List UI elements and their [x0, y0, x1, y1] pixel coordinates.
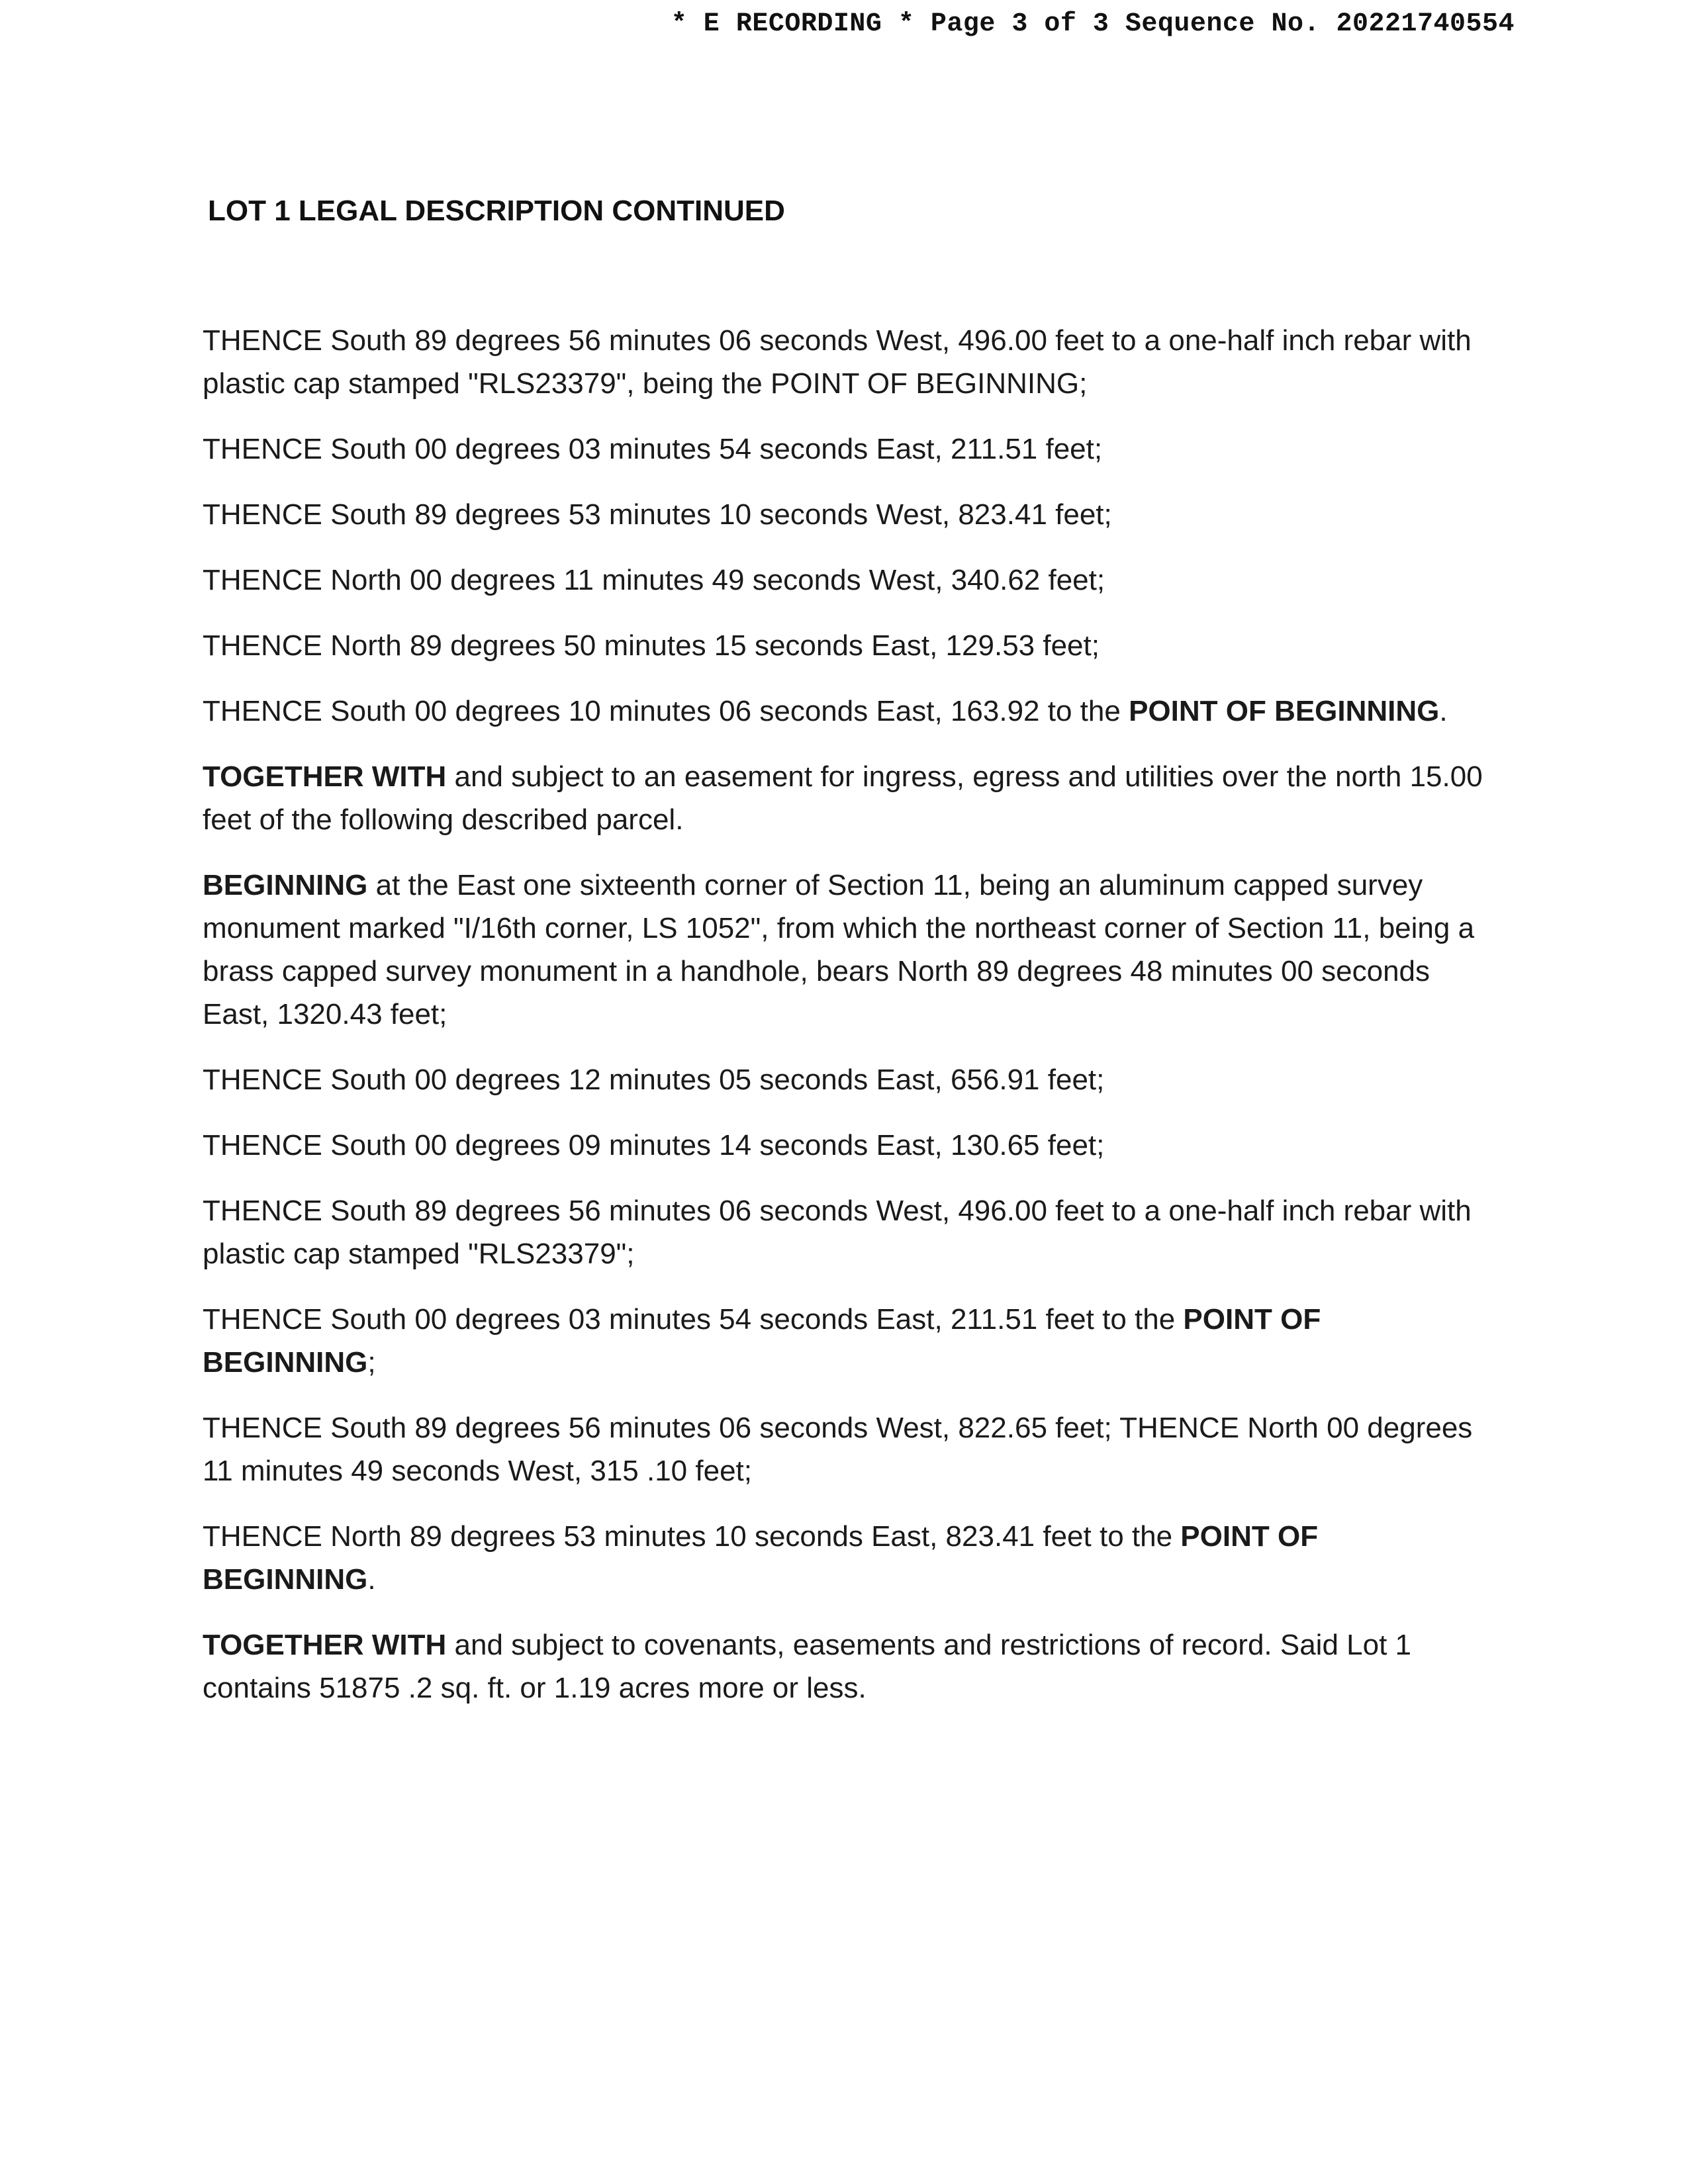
- text-segment: and subject to an easement for ingress, egress and utilities over the north 15.00 feet of the following described parcel.: [203, 760, 1483, 836]
- bold-text-segment: TOGETHER WITH: [203, 760, 447, 793]
- legal-description-paragraph: [203, 1623, 1487, 1709]
- text-segment: ;: [367, 1346, 376, 1379]
- legal-description-paragraph: [203, 690, 1487, 733]
- text-segment: THENCE North 89 degrees 50 minutes 15 seconds East, 129.53 feet;: [203, 629, 1100, 662]
- recording-header: * E RECORDING * Page 3 of 3 Sequence No. 20221740554: [671, 9, 1515, 39]
- legal-description-body: [203, 319, 1487, 1732]
- text-segment: .: [1439, 695, 1448, 727]
- legal-description-paragraph: [203, 624, 1487, 667]
- text-segment: THENCE South 00 degrees 03 minutes 54 seconds East, 211.51 feet to the: [203, 1303, 1184, 1336]
- legal-description-paragraph: [203, 755, 1487, 841]
- legal-description-paragraph: [203, 1124, 1487, 1167]
- text-segment: THENCE South 00 degrees 10 minutes 06 seconds East, 163.92 to the: [203, 695, 1129, 727]
- text-segment: .: [367, 1563, 376, 1596]
- bold-text-segment: POINT OF BEGINNING: [203, 1520, 1319, 1596]
- bold-text-segment: POINT OF BEGINNING: [203, 1303, 1321, 1379]
- bold-text-segment: POINT OF BEGINNING: [1129, 695, 1440, 727]
- bold-text-segment: BEGINNING: [203, 869, 368, 901]
- text-segment: THENCE South 89 degrees 53 minutes 10 seconds West, 823.41 feet;: [203, 498, 1112, 531]
- legal-description-paragraph: [203, 1189, 1487, 1275]
- text-segment: THENCE South 89 degrees 56 minutes 06 seconds West, 496.00 feet to a one-half inch rebar with plastic cap stamped "RLS23379", being the POINT OF BEGINNING;: [203, 324, 1472, 400]
- text-segment: THENCE South 00 degrees 12 minutes 05 seconds East, 656.91 feet;: [203, 1064, 1105, 1096]
- text-segment: at the East one sixteenth corner of Section 11, being an aluminum capped survey monument marked "I/16th corner, LS 1052", from which the northeast corner of Section 11, being a brass capped survey monument in a handhole, bears North 89 degrees 48 minutes 00 seconds East, 1320.43 feet;: [203, 869, 1475, 1030]
- text-segment: THENCE North 89 degrees 53 minutes 10 seconds East, 823.41 feet to the: [203, 1520, 1181, 1553]
- legal-description-paragraph: [203, 319, 1487, 405]
- text-segment: THENCE South 00 degrees 09 minutes 14 seconds East, 130.65 feet;: [203, 1129, 1105, 1161]
- text-segment: THENCE South 00 degrees 03 minutes 54 seconds East, 211.51 feet;: [203, 433, 1103, 465]
- legal-description-paragraph: [203, 1515, 1487, 1601]
- bold-text-segment: TOGETHER WITH: [203, 1629, 447, 1661]
- text-segment: THENCE South 89 degrees 56 minutes 06 seconds West, 496.00 feet to a one-half inch rebar with plastic cap stamped "RLS23379";: [203, 1195, 1472, 1270]
- legal-description-paragraph: [203, 559, 1487, 602]
- legal-description-paragraph: [203, 493, 1487, 536]
- text-segment: THENCE North 00 degrees 11 minutes 49 seconds West, 340.62 feet;: [203, 564, 1105, 596]
- legal-description-paragraph: [203, 1406, 1487, 1492]
- text-segment: THENCE South 89 degrees 56 minutes 06 seconds West, 822.65 feet; THENCE North 00 degrees 11 minutes 49 seconds West, 315 .10 feet;: [203, 1412, 1473, 1487]
- legal-description-paragraph: [203, 1058, 1487, 1101]
- section-heading: LOT 1 LEGAL DESCRIPTION CONTINUED: [208, 195, 785, 227]
- legal-description-paragraph: [203, 864, 1487, 1036]
- text-segment: and subject to covenants, easements and restrictions of record. Said Lot 1 contains 51875 .2 sq. ft. or 1.19 acres more or less.: [203, 1629, 1412, 1704]
- legal-description-paragraph: [203, 428, 1487, 471]
- legal-description-paragraph: [203, 1298, 1487, 1384]
